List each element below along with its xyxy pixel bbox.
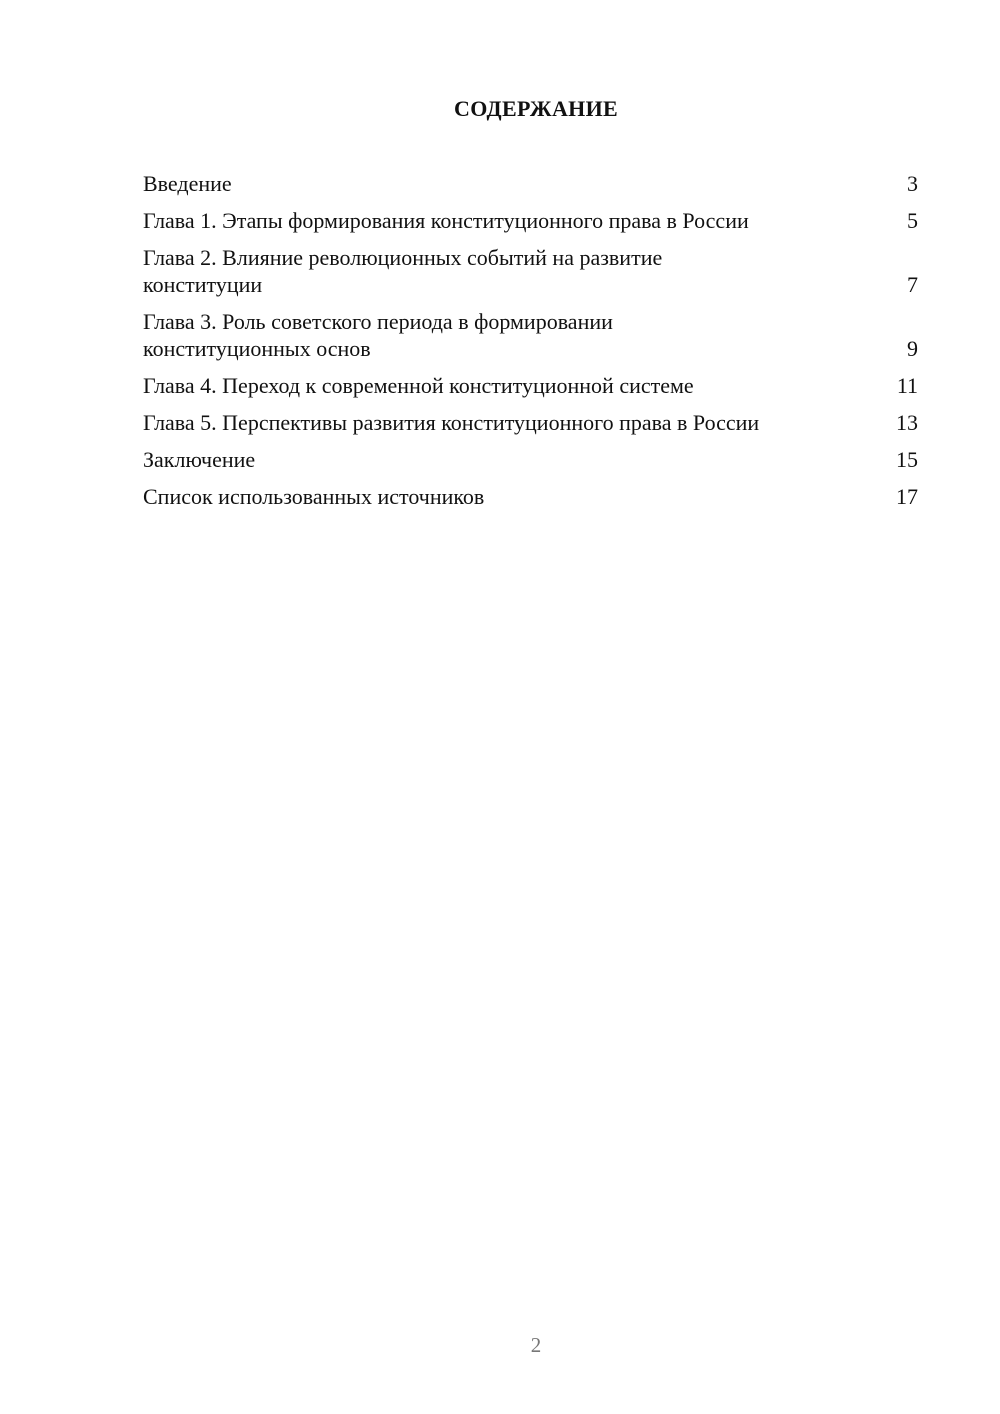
toc-entry-page: 11	[896, 373, 918, 398]
toc-entry-title: Глава 2. Влияние революционных событий на развитие конституции	[143, 245, 663, 297]
toc-entry	[143, 409, 918, 436]
toc-entry-title: Глава 3. Роль советского периода в формировании конституционных основ	[143, 309, 613, 361]
toc-entry-title: Заключение	[143, 447, 256, 472]
toc-entry	[143, 308, 918, 362]
toc-entry	[143, 483, 918, 510]
toc-entry	[143, 244, 918, 298]
toc-entry-page: 17	[896, 484, 918, 509]
page-number: 2	[530, 1333, 542, 1357]
toc-entry-page: 9	[907, 336, 918, 361]
toc-entry	[143, 446, 918, 473]
page-title: СОДЕРЖАНИЕ	[454, 96, 618, 121]
toc-entry	[143, 170, 918, 197]
table-of-contents	[143, 170, 918, 520]
toc-entry	[143, 372, 918, 399]
toc-entry-page: 13	[896, 410, 918, 435]
toc-entry-title: Глава 4. Переход к современной конституционной системе	[143, 373, 694, 398]
toc-entry-title: Глава 5. Перспективы развития конституционного права в России	[143, 410, 760, 435]
toc-entry-title: Введение	[143, 171, 232, 196]
toc-entry-page: 5	[907, 208, 918, 233]
toc-entry-title: Список использованных источников	[143, 484, 485, 509]
toc-entry	[143, 207, 918, 234]
toc-entry-page: 15	[896, 447, 918, 472]
toc-entry-page: 3	[907, 171, 918, 196]
toc-entry-page: 7	[907, 272, 918, 297]
toc-entry-title: Глава 1. Этапы формирования конституционного права в России	[143, 208, 749, 233]
